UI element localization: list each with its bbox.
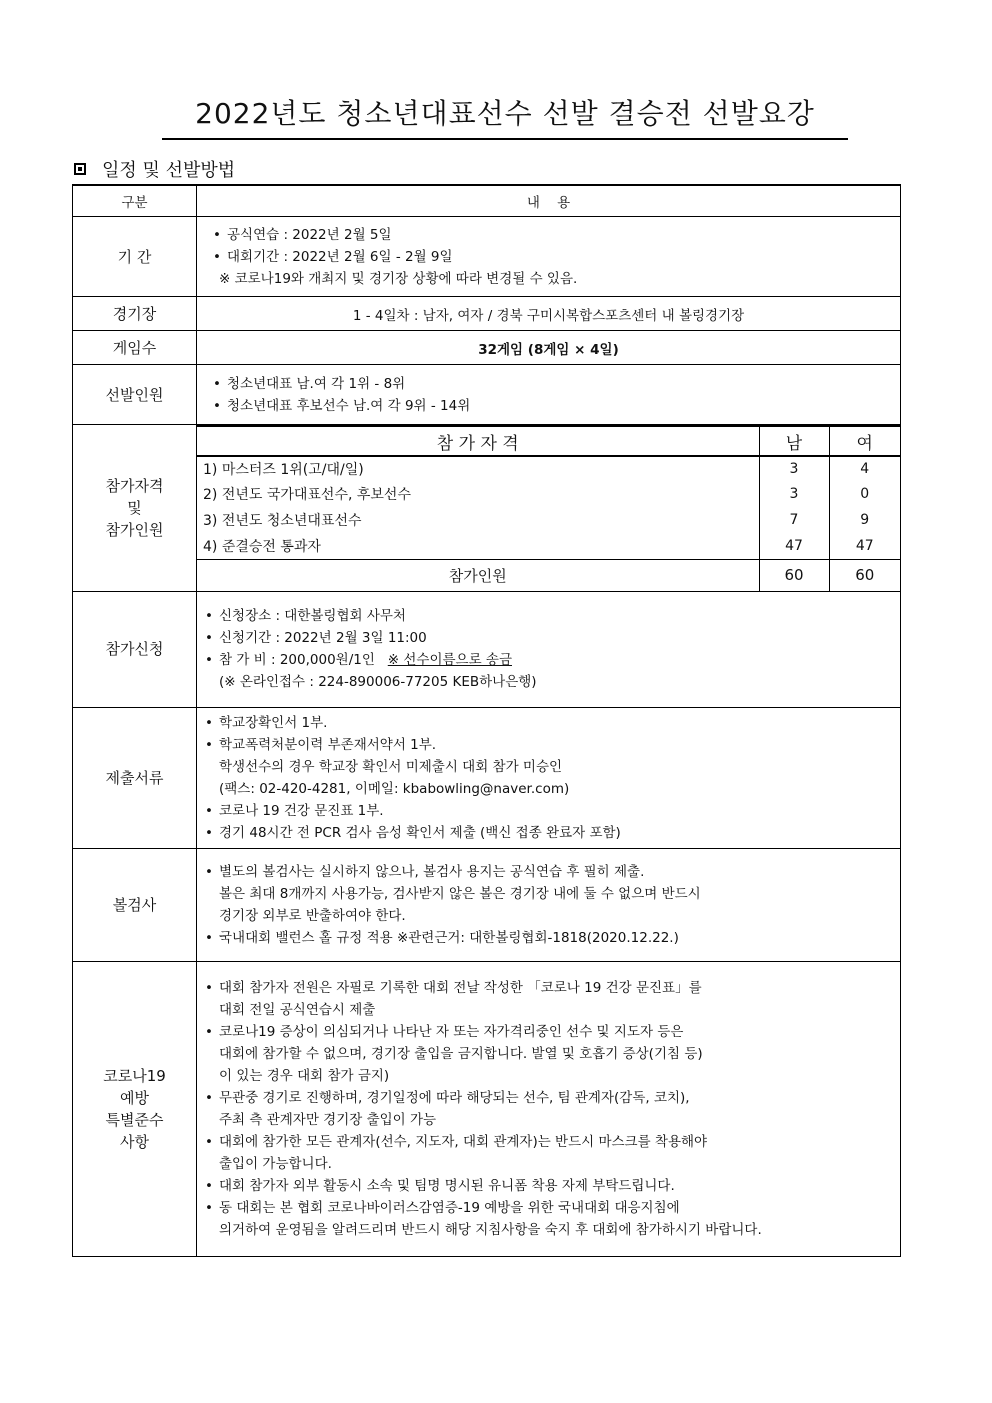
period-label: 기 간 bbox=[73, 217, 197, 297]
ball-check-content bbox=[197, 848, 901, 961]
row-documents bbox=[73, 707, 901, 848]
female-cell: 9 bbox=[829, 507, 900, 533]
covid-line-3: • 코로나19 증상이 의심되거나 나타난 자 또는 자가격리중인 선수 및 지도자 등은 bbox=[203, 1021, 900, 1043]
application-place: • 신청장소 : 대한볼링협회 사무처 bbox=[203, 605, 900, 627]
row-ball-check bbox=[73, 848, 901, 961]
eligibility-total-row bbox=[197, 559, 900, 591]
covid-line-11: • 동 대회는 본 협회 코로나바이러스감염증-19 예방을 위한 국내대회 대응지침에 bbox=[203, 1197, 900, 1219]
covid-label-line-1: 코로나19 bbox=[103, 1066, 166, 1085]
ball-check-line-3: 경기장 외부로 반출하여야 한다. bbox=[219, 907, 406, 924]
covid-line-1: • 대회 참가자 전원은 자필로 기록한 대회 전날 작성한 「코로나 19 건강 문진표」를 bbox=[203, 977, 900, 999]
documents-line-2: • 학교폭력처분이력 부존재서약서 1부. bbox=[203, 734, 900, 756]
ball-check-line-1: • 별도의 볼검사는 실시하지 않으나, 볼검사 용지는 공식연습 후 필히 제출. bbox=[203, 861, 900, 883]
documents-line-1: • 학교장확인서 1부. bbox=[203, 712, 900, 734]
covid-line-8: • 대회에 참가한 모든 관계자(선수, 지도자, 대회 관계자)는 반드시 마스크를 착용해야 bbox=[203, 1131, 900, 1153]
application-content bbox=[197, 591, 901, 707]
qual-cell: 4) 준결승전 통과자 bbox=[203, 538, 321, 555]
documents-line-6: • 경기 48시간 전 PCR 검사 음성 확인서 제출 (백신 접종 완료자 포함) bbox=[203, 822, 900, 844]
selection-content bbox=[197, 365, 901, 425]
eligibility-label-line-3: 참가인원 bbox=[105, 520, 164, 539]
row-selection bbox=[73, 365, 901, 425]
table-header-row bbox=[73, 185, 901, 217]
covid-line-10: • 대회 참가자 외부 활동시 소속 및 팀명 명시된 유니폼 착용 자제 부탁드립니다. bbox=[203, 1175, 900, 1197]
application-label: 참가신청 bbox=[73, 591, 197, 707]
covid-label bbox=[73, 961, 197, 1256]
period-content bbox=[197, 217, 901, 297]
covid-line-2: 대회 전일 공식연습시 제출 bbox=[219, 1001, 376, 1018]
documents-line-5: • 코로나 19 건강 문진표 1부. bbox=[203, 800, 900, 822]
venue-label: 경기장 bbox=[73, 297, 197, 331]
eligibility-label-line-2: 및 bbox=[127, 498, 142, 517]
row-venue bbox=[73, 297, 901, 331]
female-cell: 4 bbox=[829, 456, 900, 481]
period-item-1: • 공식연습 : 2022년 2월 5일 bbox=[211, 224, 900, 246]
female-header: 여 bbox=[829, 426, 900, 456]
ball-check-label: 볼검사 bbox=[73, 848, 197, 961]
selection-item-1: • 청소년대표 남.여 각 1위 - 8위 bbox=[211, 373, 900, 395]
total-label: 참가인원 bbox=[197, 559, 759, 591]
total-male: 60 bbox=[759, 559, 829, 591]
documents-line-4: (팩스: 02-420-4281, 이메일: kbabowling@naver.com) bbox=[219, 780, 570, 797]
square-bullet-icon bbox=[74, 163, 86, 175]
eligibility-label-line-1: 참가자격 bbox=[105, 476, 164, 495]
qual-cell: 3) 전년도 청소년대표선수 bbox=[203, 513, 362, 529]
covid-label-line-3: 특별준수 bbox=[105, 1110, 164, 1129]
venue-text: 1 - 4일차 : 남자, 여자 / 경북 구미시복합스포츠센터 내 볼링경기장 bbox=[197, 297, 901, 331]
row-eligibility bbox=[73, 425, 901, 592]
covid-label-line-2: 예방 bbox=[120, 1088, 149, 1107]
section-heading bbox=[74, 156, 235, 182]
male-cell: 3 bbox=[759, 481, 829, 507]
row-period bbox=[73, 217, 901, 297]
covid-label-line-4: 사항 bbox=[120, 1132, 149, 1151]
covid-line-7: 주최 측 관계자만 경기장 출입이 가능 bbox=[219, 1111, 437, 1128]
covid-line-9: 출입이 가능합니다. bbox=[219, 1155, 332, 1172]
qual-cell: 1) 마스터즈 1위(고/대/일) bbox=[203, 462, 364, 478]
selection-item-2: • 청소년대표 후보선수 남.여 각 9위 - 14위 bbox=[211, 395, 900, 417]
male-header: 남 bbox=[759, 426, 829, 456]
ball-check-line-4: • 국내대회 밸런스 홀 규정 적용 ※관련근거: 대한볼링협회-1818(2020.12.22.) bbox=[203, 927, 900, 949]
eligibility-label bbox=[73, 425, 197, 592]
covid-line-6: • 무관중 경기로 진행하며, 경기일정에 따라 해당되는 선수, 팀 관계자(감독, 코치), bbox=[203, 1087, 900, 1109]
covid-line-12: 의거하여 운영됨을 알려드리며 반드시 해당 지침사항을 숙지 후 대회에 참가하시기 바랍니다. bbox=[219, 1221, 762, 1238]
row-games bbox=[73, 331, 901, 365]
covid-line-4: 대회에 참가할 수 없으며, 경기장 출입을 금지합니다. 발열 및 호흡기 증상(기침 등) bbox=[219, 1045, 703, 1062]
table-row bbox=[197, 507, 900, 533]
documents-content bbox=[197, 707, 901, 848]
header-category: 구분 bbox=[73, 185, 197, 217]
document-title: 2022년도 청소년대표선수 선발 결승전 선발요강 bbox=[162, 92, 848, 140]
period-note: ※ 코로나19와 개최지 및 경기장 상황에 따라 변경될 수 있음. bbox=[219, 270, 578, 287]
male-cell: 47 bbox=[759, 533, 829, 559]
period-item-2: • 대회기간 : 2022년 2월 6일 - 2월 9일 bbox=[211, 246, 900, 268]
games-label: 게임수 bbox=[73, 331, 197, 365]
female-cell: 0 bbox=[829, 481, 900, 507]
header-content: 내 용 bbox=[197, 185, 901, 217]
documents-label: 제출서류 bbox=[73, 707, 197, 848]
table-row bbox=[197, 533, 900, 559]
qual-header: 참 가 자 격 bbox=[197, 426, 759, 456]
eligibility-header-row bbox=[197, 426, 900, 456]
eligibility-table bbox=[197, 425, 900, 591]
eligibility-content bbox=[197, 425, 901, 592]
schedule-table bbox=[72, 184, 901, 1257]
male-cell: 3 bbox=[759, 456, 829, 481]
row-application bbox=[73, 591, 901, 707]
female-cell: 47 bbox=[829, 533, 900, 559]
section-heading-text: 일정 및 선발방법 bbox=[102, 160, 236, 181]
application-deadline: • 신청기간 : 2022년 2월 3일 11:00 bbox=[203, 627, 900, 649]
games-text: 32게임 (8게임 × 4일) bbox=[197, 331, 901, 365]
table-row bbox=[197, 481, 900, 507]
male-cell: 7 bbox=[759, 507, 829, 533]
application-fee-text: 참 가 비 : 200,000원/1인 bbox=[219, 652, 375, 668]
row-covid bbox=[73, 961, 901, 1256]
application-fee bbox=[203, 649, 900, 671]
covid-line-5: 이 있는 경우 대회 참가 금지) bbox=[219, 1067, 390, 1084]
total-female: 60 bbox=[829, 559, 900, 591]
ball-check-line-2: 볼은 최대 8개까지 사용가능, 검사받지 않은 볼은 경기장 내에 둘 수 없으며 반드시 bbox=[219, 885, 701, 902]
selection-label: 선발인원 bbox=[73, 365, 197, 425]
table-row bbox=[197, 456, 900, 481]
application-fee-note: ※ 선수이름으로 송금 bbox=[387, 652, 512, 668]
application-account: (※ 온라인접수 : 224-890006-77205 KEB하나은행) bbox=[219, 674, 537, 690]
qual-cell: 2) 전년도 국가대표선수, 후보선수 bbox=[203, 487, 411, 503]
documents-line-3: 학생선수의 경우 학교장 확인서 미제출시 대회 참가 미승인 bbox=[219, 758, 563, 775]
covid-content bbox=[197, 961, 901, 1256]
